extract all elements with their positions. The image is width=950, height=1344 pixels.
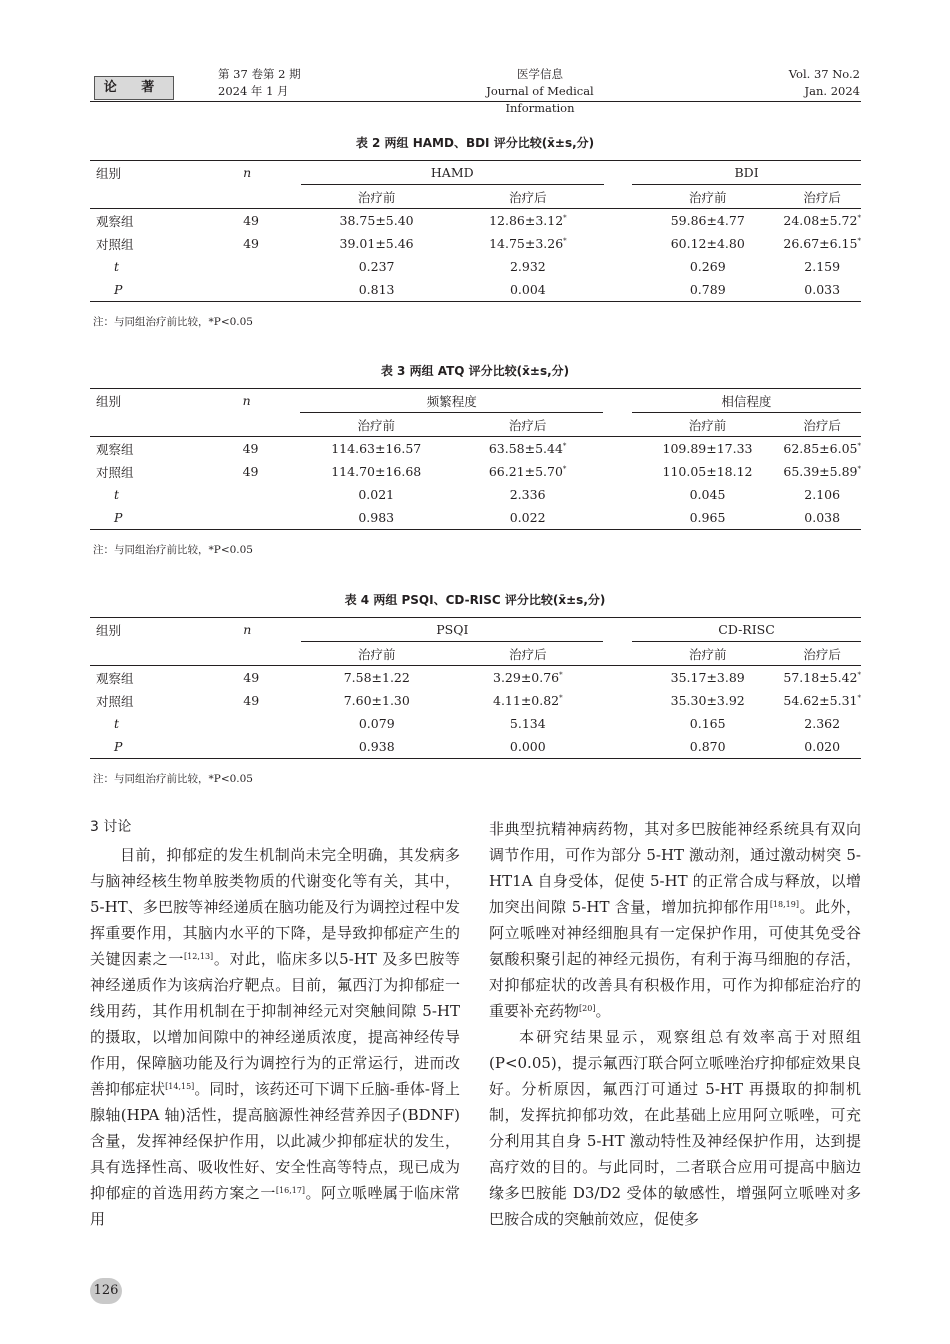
- section-title: 3 讨论: [90, 819, 132, 835]
- row-n: 49: [243, 670, 260, 685]
- value-text: 60.12±4.80: [670, 236, 745, 251]
- blank-cell: [604, 278, 633, 302]
- value-text: 12.86±3.12: [489, 213, 564, 228]
- value-cell: [452, 232, 603, 255]
- value-cell: [452, 278, 603, 302]
- significance-marker: *: [563, 236, 567, 245]
- blank-cell: [604, 209, 633, 233]
- value-cell: [783, 712, 861, 735]
- value-cell: [783, 689, 861, 712]
- value-text: 65.39±5.89: [783, 464, 858, 479]
- table-row: [90, 255, 861, 278]
- volume-cn: 第 37 卷第 2 期: [218, 67, 301, 81]
- value-text: 109.89±17.33: [662, 441, 753, 456]
- value-text: 0.983: [358, 510, 395, 525]
- value-text: 7.60±1.30: [343, 693, 410, 708]
- value-cell: [300, 460, 452, 483]
- value-text: 26.67±6.15: [783, 236, 858, 251]
- row-label: 观察组: [96, 670, 134, 686]
- value-cell: [632, 232, 783, 255]
- value-cell: [783, 506, 861, 530]
- header-group2: CD-RISC: [632, 618, 861, 642]
- header-group1: HAMD: [301, 161, 604, 185]
- row-n: 49: [243, 693, 260, 708]
- header-spacer: [604, 161, 633, 185]
- row-n: [243, 278, 301, 302]
- blank-cell: [604, 232, 633, 255]
- subheader-cell: 治疗后: [452, 413, 603, 437]
- significance-marker: *: [563, 213, 567, 222]
- blank-cell: [603, 689, 632, 712]
- value-text: 0.000: [509, 739, 546, 754]
- value-text: 110.05±18.12: [662, 464, 753, 479]
- value-cell: [300, 483, 452, 506]
- paragraph: 本研究结果显示，观察组总有效率高于对照组(P<0.05)，提示氟西汀联合阿立哌唑治疗抑郁症效果良好。分析原因，氟西汀可通过 5-HT 再摄取的抑制机制，发挥抗抑郁功效，在此基础上应用阿立哌唑，可充分利用其自身 5-HT 激动特性及神经保护作用，达到提高疗效的目的。与此同时，二者联合应用可提高中脑边缘多巴胺能 D3/D2 受体的敏感性，增强阿立哌唑对多巴胺合成的突触前效应，促使多: [489, 1028, 861, 1228]
- header-divider: [90, 101, 861, 102]
- header-n-label: n: [243, 389, 301, 413]
- blank-cell: [603, 460, 631, 483]
- header-spacer: [603, 618, 632, 642]
- right-column: [489, 816, 861, 1232]
- subheader-cell: 治疗前: [632, 642, 783, 666]
- left-column: [90, 842, 460, 1232]
- table-row: [90, 712, 861, 735]
- blank-cell: [603, 666, 632, 690]
- row-label: 对照组: [96, 464, 134, 480]
- value-cell: [452, 712, 603, 735]
- data-table: [90, 388, 861, 530]
- value-text: 2.106: [804, 487, 841, 502]
- date-en: Jan. 2024: [804, 84, 860, 98]
- value-text: 0.938: [358, 739, 395, 754]
- value-text: 0.020: [804, 739, 841, 754]
- significance-marker: *: [559, 693, 563, 702]
- value-text: 2.932: [509, 259, 546, 274]
- value-cell: [632, 278, 783, 302]
- value-cell: [632, 689, 783, 712]
- value-cell: [301, 735, 452, 759]
- row-label: 观察组: [96, 441, 134, 457]
- value-text: 0.033: [804, 282, 841, 297]
- table-row: [90, 483, 861, 506]
- table-title: 表 4 两组 PSQI、CD-RISC 评分比较(x̄±s,分): [344, 593, 606, 607]
- table-row: [90, 437, 861, 461]
- value-text: 0.269: [689, 259, 726, 274]
- blank-cell: [90, 413, 243, 437]
- table-note: 注：与同组治疗前比较，*P<0.05: [93, 773, 253, 785]
- volume-en: Vol. 37 No.2: [788, 67, 860, 81]
- row-n: 49: [243, 236, 259, 251]
- header-n-label: n: [243, 618, 301, 642]
- value-text: 0.022: [509, 510, 546, 525]
- row-label: 对照组: [96, 236, 134, 252]
- data-table: [90, 617, 861, 759]
- blank-cell: [604, 255, 633, 278]
- row-n: 49: [242, 464, 259, 479]
- value-text: 62.85±6.05: [783, 441, 858, 456]
- significance-marker: *: [857, 464, 861, 473]
- table-row: [90, 735, 861, 759]
- table-subheader-row: [90, 185, 861, 209]
- journal-cn: 医学信息: [517, 67, 563, 81]
- blank-cell: [603, 506, 631, 530]
- value-cell: [632, 712, 783, 735]
- blank-cell: [603, 483, 631, 506]
- header-journal: [470, 66, 610, 117]
- value-cell: [301, 689, 452, 712]
- table-note: 注：与同组治疗前比较，*P<0.05: [93, 316, 253, 328]
- value-cell: [783, 232, 861, 255]
- blank-cell: [243, 185, 301, 209]
- header-volume-cn: [218, 66, 301, 100]
- blank-cell: [243, 642, 301, 666]
- row-label: P: [90, 735, 243, 759]
- blank-cell: [90, 642, 243, 666]
- value-text: 0.038: [804, 510, 841, 525]
- value-text: 24.08±5.72: [783, 213, 858, 228]
- value-cell: [301, 209, 452, 233]
- value-text: 7.58±1.22: [343, 670, 410, 685]
- subheader-cell: 治疗前: [632, 413, 784, 437]
- value-cell: [783, 666, 861, 690]
- journal-en: Journal of Medical Information: [486, 84, 594, 115]
- row-label: P: [90, 278, 243, 302]
- subheader-cell: 治疗后: [783, 413, 861, 437]
- blank-cell: [603, 735, 632, 759]
- subheader-cell: 治疗后: [783, 185, 861, 209]
- subheader-cell: 治疗前: [301, 642, 452, 666]
- value-cell: [632, 460, 784, 483]
- value-cell: [301, 666, 452, 690]
- value-text: 57.18±5.42: [783, 670, 858, 685]
- value-cell: [452, 209, 603, 233]
- value-text: 35.17±3.89: [670, 670, 745, 685]
- table-row: [90, 232, 861, 255]
- value-text: 0.045: [689, 487, 726, 502]
- table-subheader-row: [90, 413, 861, 437]
- header-group1: 频繁程度: [300, 389, 603, 413]
- header-group2: BDI: [632, 161, 861, 185]
- blank-cell: [603, 712, 632, 735]
- value-cell: [452, 483, 603, 506]
- value-cell: [301, 278, 452, 302]
- paragraph: 非典型抗精神病药物，其对多巴胺能神经系统具有双向调节作用，可作为部分 5-HT 激动剂，通过激动树突 5-HT1A 自身受体，促使 5-HT 的正常合成与释放，以增加突出间隙 5-HT 含量，增加抗抑郁作用[18,19]。此外，阿立哌唑对神经细胞具有一定保护作用，可使其免受谷氨酸积聚引起的神经元损伤，有利于海马细胞的存活，对抑郁症状的改善具有积极作用，可作为抑郁症治疗的重要补充药物[20]。: [489, 820, 861, 1020]
- table-row: [90, 209, 861, 233]
- value-text: 39.01±5.46: [339, 236, 414, 251]
- table-header-row: [90, 618, 861, 642]
- table-row: [90, 689, 861, 712]
- header-spacer: [603, 389, 631, 413]
- header-volume-en: [760, 66, 860, 100]
- value-text: 54.62±5.31: [783, 693, 858, 708]
- value-cell: [452, 689, 603, 712]
- value-cell: [452, 437, 603, 461]
- significance-marker: *: [562, 441, 567, 450]
- row-label: P: [90, 506, 243, 530]
- table-row: [90, 506, 861, 530]
- subheader-cell: 治疗后: [452, 185, 603, 209]
- value-text: 5.134: [509, 716, 546, 731]
- value-text: 14.75±3.26: [489, 236, 564, 251]
- subheader-cell: 治疗前: [300, 413, 452, 437]
- blank-cell: [243, 413, 301, 437]
- value-text: 2.336: [509, 487, 546, 502]
- significance-marker: *: [562, 464, 567, 473]
- value-text: 0.870: [689, 739, 726, 754]
- value-text: 35.30±3.92: [670, 693, 745, 708]
- value-text: 2.362: [804, 716, 841, 731]
- value-cell: [452, 666, 603, 690]
- value-text: 0.237: [358, 259, 395, 274]
- value-cell: [452, 460, 603, 483]
- blank-cell: [604, 185, 633, 209]
- row-n: [243, 506, 301, 530]
- subheader-cell: 治疗前: [632, 185, 783, 209]
- value-text: 2.159: [804, 259, 841, 274]
- subheader-cell: 治疗后: [452, 642, 603, 666]
- value-text: 63.58±5.44: [488, 441, 563, 456]
- significance-marker: *: [857, 236, 861, 245]
- value-cell: [783, 278, 861, 302]
- value-cell: [632, 255, 783, 278]
- value-cell: [783, 209, 861, 233]
- value-cell: [783, 460, 861, 483]
- value-cell: [632, 506, 784, 530]
- value-cell: [300, 437, 452, 461]
- value-cell: [783, 255, 861, 278]
- header-group-label: 组别: [90, 161, 243, 185]
- value-text: 0.789: [689, 282, 726, 297]
- significance-marker: *: [857, 213, 861, 222]
- value-text: 0.021: [358, 487, 395, 502]
- value-text: 66.21±5.70: [488, 464, 563, 479]
- significance-marker: *: [857, 670, 861, 679]
- value-text: 0.965: [689, 510, 726, 525]
- table-row: [90, 460, 861, 483]
- value-cell: [632, 437, 784, 461]
- value-text: 114.70±16.68: [331, 464, 422, 479]
- value-text: 4.11±0.82: [493, 693, 560, 708]
- header-group2: 相信程度: [632, 389, 861, 413]
- value-text: 38.75±5.40: [339, 213, 414, 228]
- value-cell: [301, 255, 452, 278]
- significance-marker: *: [857, 693, 861, 702]
- value-cell: [632, 209, 783, 233]
- row-n: 49: [242, 441, 259, 456]
- table-row: [90, 666, 861, 690]
- row-n: [243, 712, 301, 735]
- table-header-row: [90, 161, 861, 185]
- table-row: [90, 278, 861, 302]
- table-title: 表 2 两组 HAMD、BDI 评分比较(x̄±s,分): [355, 136, 595, 150]
- value-cell: [783, 483, 861, 506]
- significance-marker: *: [559, 670, 563, 679]
- significance-marker: *: [857, 441, 861, 450]
- value-cell: [632, 666, 783, 690]
- data-table: [90, 160, 861, 302]
- value-cell: [300, 506, 452, 530]
- header-group-label: 组别: [90, 389, 243, 413]
- value-cell: [783, 437, 861, 461]
- table-header-row: [90, 389, 861, 413]
- row-n: [243, 735, 301, 759]
- value-cell: [632, 483, 784, 506]
- header-n-label: n: [243, 161, 301, 185]
- value-text: 114.63±16.57: [331, 441, 422, 456]
- blank-cell: [603, 642, 632, 666]
- value-text: 3.29±0.76: [493, 670, 560, 685]
- value-cell: [301, 712, 452, 735]
- table-subheader-row: [90, 642, 861, 666]
- subheader-cell: 治疗前: [301, 185, 452, 209]
- value-cell: [452, 255, 603, 278]
- value-cell: [783, 735, 861, 759]
- header-group1: PSQI: [301, 618, 603, 642]
- row-n: [243, 255, 301, 278]
- blank-cell: [603, 437, 631, 461]
- value-text: 59.86±4.77: [670, 213, 745, 228]
- row-n: 49: [243, 213, 259, 228]
- row-label: t: [114, 259, 120, 274]
- paragraph: 目前，抑郁症的发生机制尚未完全明确，其发病多与脑神经核生物单胺类物质的代谢变化等有关，其中，5-HT、多巴胺等神经递质在脑功能及行为调控过程中发挥重要作用，其脑内水平的下降，是导致抑郁症产生的关键因素之一[12,13]。对此，临床多以5-HT 及多巴胺等神经递质作为该病治疗靶点。目前，氟西汀为抑郁症一线用药，其作用机制在于抑制神经元对突触间隙 5-HT 的摄取，以增加间隙中的神经递质浓度，提高神经传导作用，保障脑功能及行为调控行为的正常运行，进而改善抑郁症状[14,15]。同时，该药还可下调下丘脑-垂体-肾上腺轴(HPA 轴)活性，提高脑源性神经营养因子(BDNF)含量，发挥神经保护作用，以此减少抑郁症状的发生，具有选择性高、吸收性好、安全性高等特点，现已成为抑郁症的首选用药方案之一[16,17]。阿立哌唑属于临床常用: [90, 846, 460, 1228]
- value-text: 0.079: [358, 716, 395, 731]
- value-text: 0.004: [509, 282, 546, 297]
- value-text: 0.165: [689, 716, 726, 731]
- row-n: [243, 483, 301, 506]
- table-note: 注：与同组治疗前比较，*P<0.05: [93, 544, 253, 556]
- row-label: t: [114, 716, 120, 731]
- blank-cell: [603, 413, 631, 437]
- row-label: 观察组: [96, 213, 134, 229]
- row-label: t: [114, 487, 120, 502]
- subheader-cell: 治疗后: [783, 642, 861, 666]
- date-cn: 2024 年 1 月: [218, 84, 289, 98]
- value-cell: [452, 506, 603, 530]
- header-group-label: 组别: [90, 618, 243, 642]
- value-cell: [632, 735, 783, 759]
- row-label: 对照组: [96, 693, 134, 709]
- value-cell: [301, 232, 452, 255]
- section-tag: 论 著: [94, 76, 174, 100]
- value-text: 0.813: [358, 282, 395, 297]
- value-cell: [452, 735, 603, 759]
- page-number: 126: [90, 1278, 122, 1304]
- blank-cell: [90, 185, 243, 209]
- table-title: 表 3 两组 ATQ 评分比较(x̄±s,分): [380, 364, 570, 378]
